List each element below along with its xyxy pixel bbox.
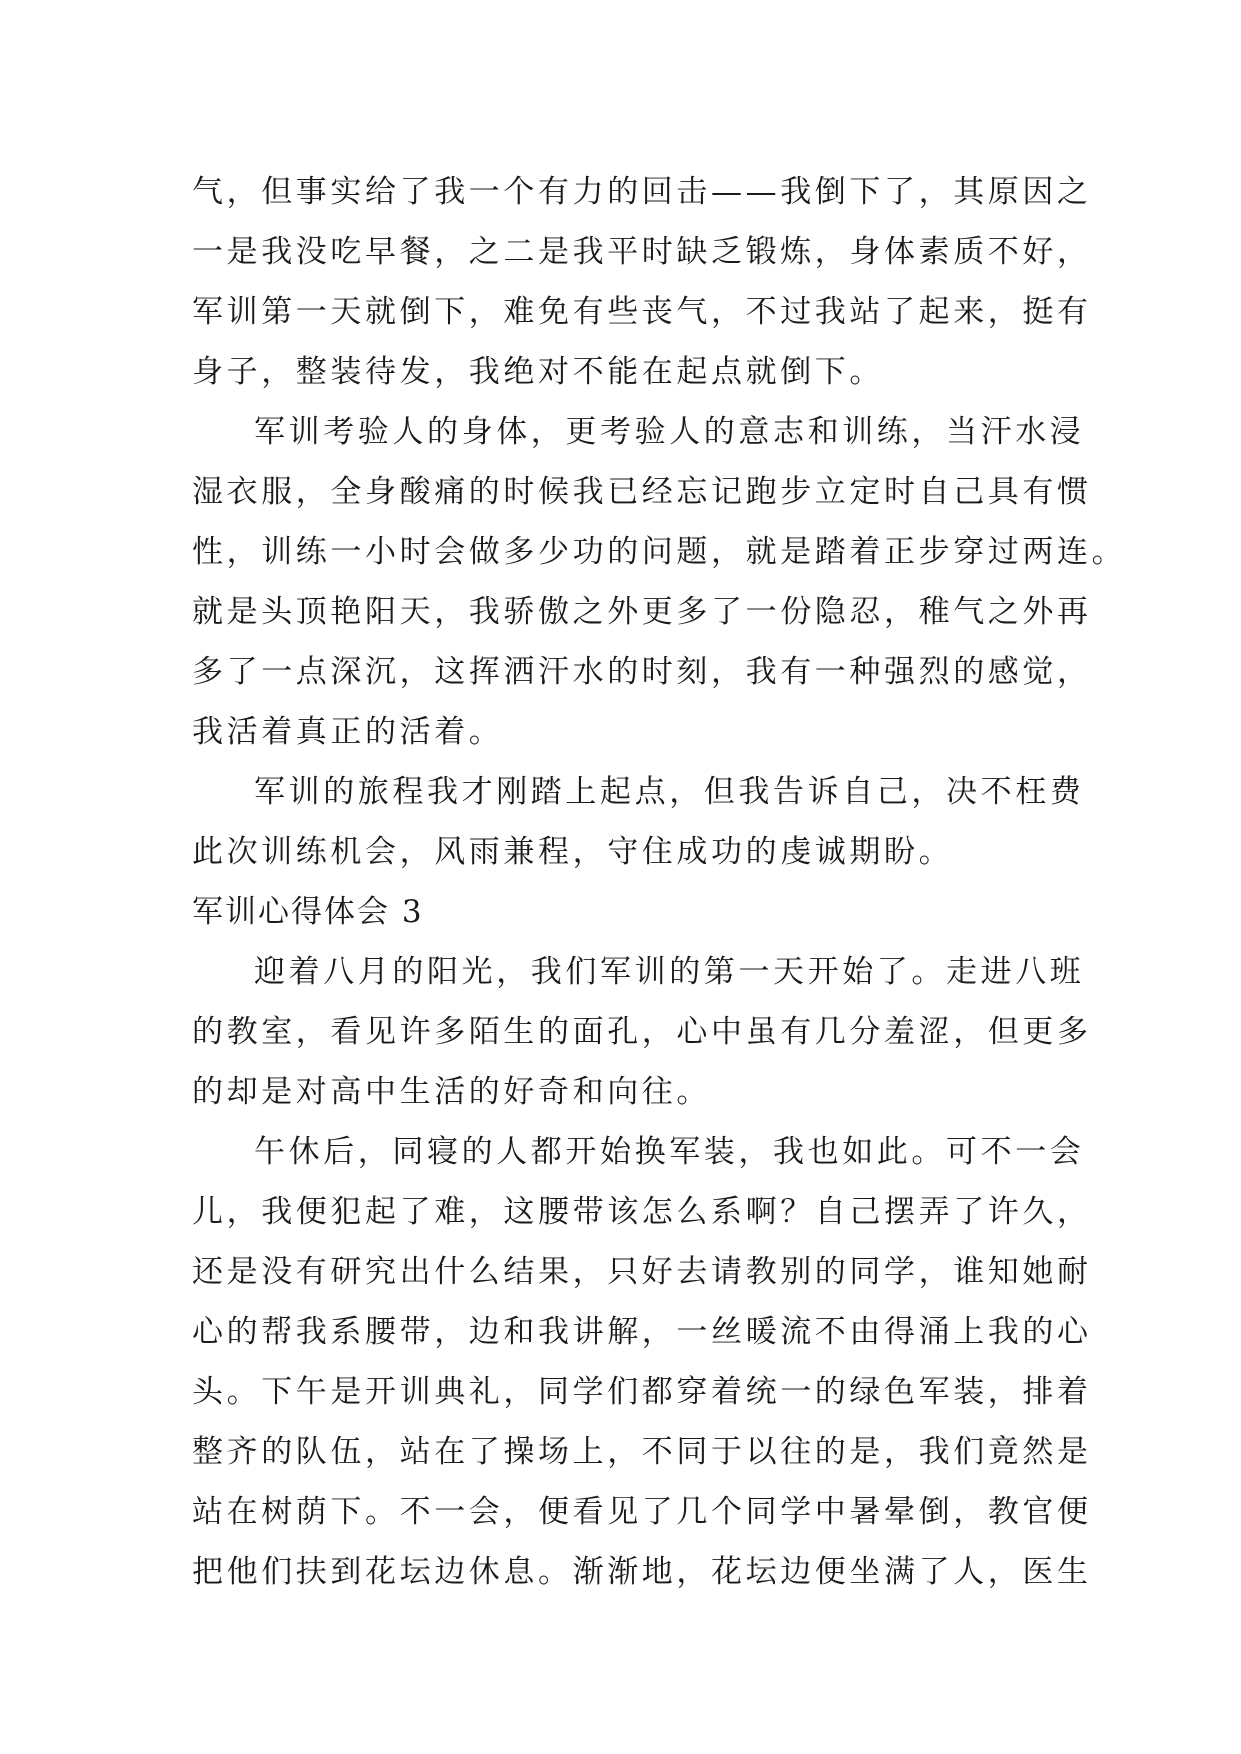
text-line: 性，训练一小时会做多少功的问题，就是踏着正步穿过两连。 [192, 534, 1127, 570]
paragraph [192, 162, 1092, 402]
heading-text: 军训心得体会 3 [192, 894, 424, 930]
text-line: 气，但事实给了我一个有力的回击——我倒下了，其原因之 [192, 174, 1092, 210]
text-line: 把他们扶到花坛边休息。渐渐地，花坛边便坐满了人，医生 [192, 1554, 1092, 1590]
text-line: 午休后，同寝的人都开始换军装，我也如此。可不一会 [254, 1134, 1085, 1170]
text-line: 就是头顶艳阳天，我骄傲之外更多了一份隐忍，稚气之外再 [192, 594, 1092, 630]
text-line: 一是我没吃早餐，之二是我平时缺乏锻炼，身体素质不好， [192, 234, 1092, 270]
text-line: 整齐的队伍，站在了操场上，不同于以往的是，我们竟然是 [192, 1434, 1092, 1470]
text-line: 我活着真正的活着。 [192, 714, 504, 750]
paragraph [192, 762, 1085, 882]
text-line: 的教室，看见许多陌生的面孔，心中虽有几分羞涩，但更多 [192, 1014, 1092, 1050]
text-line: 军训考验人的身体，更考验人的意志和训练，当汗水浸 [254, 414, 1085, 450]
text-line: 站在树荫下。不一会，便看见了几个同学中暑晕倒，教官便 [192, 1494, 1092, 1530]
paragraph [192, 942, 1092, 1122]
text-line: 多了一点深沉，这挥洒汗水的时刻，我有一种强烈的感觉， [192, 654, 1092, 690]
text-line: 的却是对高中生活的好奇和向往。 [192, 1074, 711, 1110]
text-line: 头。下午是开训典礼，同学们都穿着统一的绿色军装，排着 [192, 1374, 1092, 1410]
section-heading [192, 882, 1062, 942]
text-line: 心的帮我系腰带，边和我讲解，一丝暖流不由得涌上我的心 [192, 1314, 1092, 1350]
paragraph [192, 402, 1127, 762]
text-line: 此次训练机会，风雨兼程，守住成功的虔诚期盼。 [192, 834, 954, 870]
text-line: 身子，整装待发，我绝对不能在起点就倒下。 [192, 354, 884, 390]
text-line: 迎着八月的阳光，我们军训的第一天开始了。走进八班 [254, 954, 1085, 990]
text-line: 还是没有研究出什么结果，只好去请教别的同学，谁知她耐 [192, 1254, 1092, 1290]
paragraph [192, 1122, 1092, 1602]
text-line: 军训第一天就倒下，难免有些丧气，不过我站了起来，挺有 [192, 294, 1092, 330]
text-line: 军训的旅程我才刚踏上起点，但我告诉自己，决不枉费 [254, 774, 1085, 810]
document-body [192, 162, 1127, 1602]
text-line: 湿衣服，全身酸痛的时候我已经忘记跑步立定时自己具有惯 [192, 474, 1092, 510]
text-line: 儿，我便犯起了难，这腰带该怎么系啊？自己摆弄了许久， [192, 1194, 1092, 1230]
